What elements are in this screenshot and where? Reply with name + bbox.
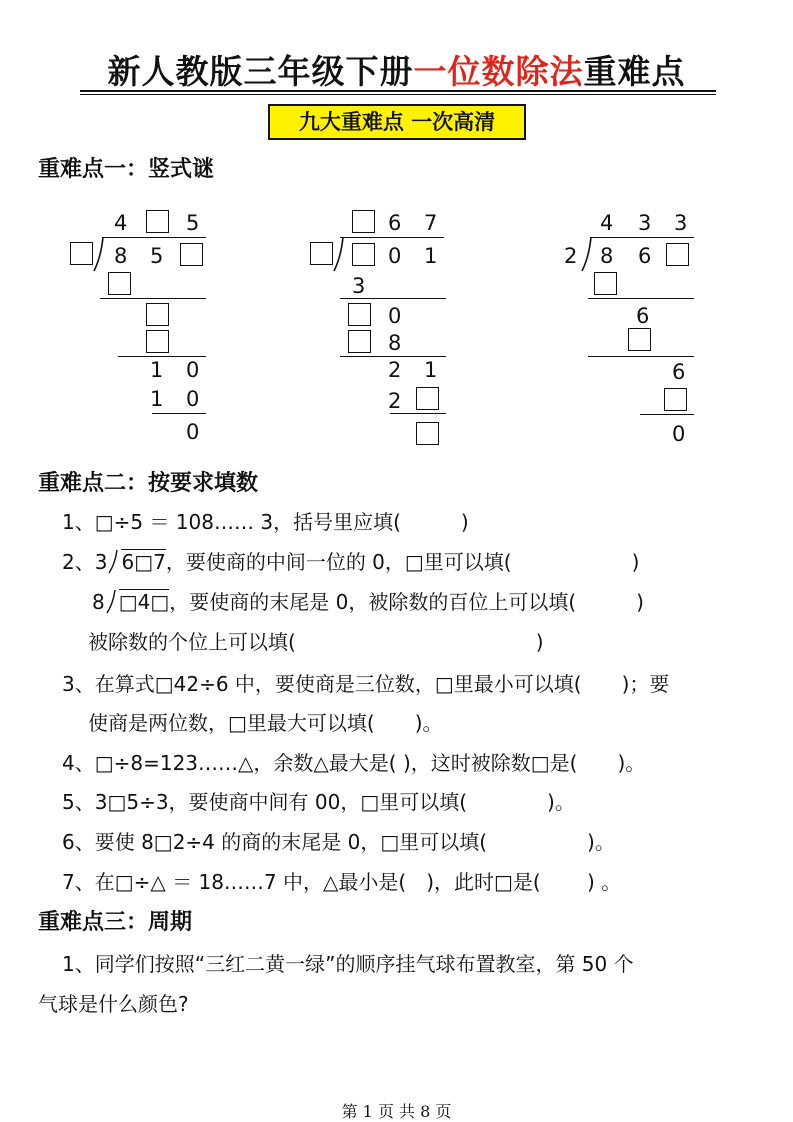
blank-box[interactable] bbox=[416, 422, 439, 445]
section-heading-1: 重难点一：竖式谜 bbox=[38, 156, 215, 182]
title-part3: 重难点 bbox=[583, 52, 686, 91]
question-7: 7、在□÷△ ＝ 18……7 中，△最小是( )，此时□是( ) 。 bbox=[62, 870, 622, 894]
cycle-question-1b: 气球是什么颜色? bbox=[38, 992, 189, 1016]
question-4: 4、□÷8=123……△，余数△最大是( )，这时被除数□是( )。 bbox=[62, 751, 646, 775]
step-line bbox=[152, 413, 206, 414]
long-division-b bbox=[92, 588, 169, 616]
step-digit: 1 bbox=[150, 358, 164, 382]
divisor-text: 8 bbox=[92, 590, 105, 614]
question-2b bbox=[92, 588, 644, 616]
division-bar bbox=[340, 237, 444, 238]
division-bar bbox=[590, 237, 694, 238]
blank-box[interactable] bbox=[666, 243, 689, 266]
quotient-digit: 6 bbox=[388, 211, 402, 235]
division-bracket bbox=[332, 235, 348, 275]
title-underline bbox=[80, 90, 716, 92]
blank-box[interactable] bbox=[628, 328, 651, 351]
step-digit: 6 bbox=[636, 304, 650, 328]
step-line bbox=[588, 298, 694, 299]
step-digit: 0 bbox=[388, 304, 402, 328]
blank-box[interactable] bbox=[594, 272, 617, 295]
quotient-digit: 5 bbox=[186, 211, 200, 235]
blank-box[interactable] bbox=[108, 272, 131, 295]
title-highlight: 一位数除法 bbox=[413, 52, 584, 91]
question-6: 6、要使 8□2÷4 的商的末尾是 0，□里可以填( )。 bbox=[62, 830, 615, 854]
section-heading-3: 重难点三：周期 bbox=[38, 909, 193, 935]
title-underline-thin bbox=[80, 94, 716, 95]
page-title bbox=[0, 46, 793, 93]
blank-box[interactable] bbox=[146, 330, 169, 353]
question-2c: 被除数的个位上可以填( ) bbox=[88, 630, 544, 654]
quotient-digit: 3 bbox=[674, 211, 688, 235]
division-bracket bbox=[92, 235, 108, 275]
division-bracket bbox=[580, 235, 596, 275]
step-digit: 2 bbox=[388, 358, 402, 382]
step-digit: 0 bbox=[186, 387, 200, 411]
question-text: ，要使商的末尾是 0，被除数的百位上可以填( ) bbox=[169, 590, 644, 614]
quotient-digit: 3 bbox=[638, 211, 652, 235]
dividend-digit: 1 bbox=[424, 244, 438, 268]
blank-box[interactable] bbox=[348, 330, 371, 353]
blank-box[interactable] bbox=[180, 243, 203, 266]
question-2 bbox=[62, 548, 639, 576]
step-line bbox=[100, 298, 206, 299]
dividend-text: □4□ bbox=[118, 590, 170, 614]
dividend-text: 6□7 bbox=[121, 550, 166, 574]
blank-box[interactable] bbox=[352, 210, 375, 233]
question-1: 1、□÷5 ＝ 108…… 3，括号里应填( ) bbox=[62, 510, 469, 534]
question-3: 3、在算式□42÷6 中，要使商是三位数，□里最小可以填( )；要 bbox=[62, 672, 670, 696]
division-bar bbox=[102, 237, 206, 238]
dividend-digit: 5 bbox=[150, 244, 164, 268]
quotient-digit: 4 bbox=[114, 211, 128, 235]
blank-box[interactable] bbox=[664, 388, 687, 411]
step-digit: 1 bbox=[424, 358, 438, 382]
divisor-box[interactable] bbox=[310, 242, 333, 265]
divisor-box[interactable] bbox=[70, 242, 93, 265]
blank-box[interactable] bbox=[146, 303, 169, 326]
step-digit: 1 bbox=[150, 387, 164, 411]
dividend-digit: 8 bbox=[114, 244, 128, 268]
blank-box[interactable] bbox=[146, 210, 169, 233]
blank-box[interactable] bbox=[348, 303, 371, 326]
page-footer: 第 1 页 共 8 页 bbox=[341, 1102, 452, 1121]
step-digit: 0 bbox=[186, 358, 200, 382]
divisor-text: 3 bbox=[94, 550, 108, 574]
quotient-digit: 4 bbox=[600, 211, 614, 235]
dividend-digit: 0 bbox=[388, 244, 402, 268]
question-3b: 使商是两位数，□里最大可以填( )。 bbox=[88, 711, 443, 735]
remainder-digit: 0 bbox=[672, 422, 686, 446]
step-digit: 6 bbox=[672, 360, 686, 384]
long-division-a bbox=[95, 548, 166, 576]
question-text: ，要使商的中间一位的 0，□里可以填( ) bbox=[165, 550, 640, 574]
step-digit: 3 bbox=[352, 274, 366, 298]
dividend-digit: 6 bbox=[638, 244, 652, 268]
question-number: 2、 bbox=[62, 550, 95, 574]
question-5: 5、3□5÷3，要使商中间有 00，□里可以填( )。 bbox=[62, 790, 575, 814]
step-line bbox=[640, 414, 694, 415]
step-line bbox=[340, 356, 446, 357]
cycle-question-1: 1、同学们按照“三红二黄一绿”的顺序挂气球布置教室，第 50 个 bbox=[62, 952, 634, 976]
step-digit: 2 bbox=[388, 389, 402, 413]
division-bracket bbox=[107, 549, 121, 575]
divisor-digit: 2 bbox=[564, 244, 578, 268]
step-line bbox=[118, 356, 206, 357]
section-heading-2: 重难点二：按要求填数 bbox=[38, 470, 259, 496]
division-bracket bbox=[105, 589, 119, 615]
step-line bbox=[340, 298, 446, 299]
blank-box[interactable] bbox=[416, 387, 439, 410]
subtitle-banner: 九大重难点 一次高清 bbox=[268, 104, 526, 140]
quotient-digit: 7 bbox=[424, 211, 438, 235]
title-part1: 新人教版三年级下册 bbox=[107, 52, 414, 91]
step-line bbox=[390, 413, 446, 414]
dividend-digit: 8 bbox=[600, 244, 614, 268]
step-digit: 8 bbox=[388, 331, 402, 355]
step-line bbox=[588, 356, 694, 357]
blank-box[interactable] bbox=[352, 243, 375, 266]
remainder-digit: 0 bbox=[186, 420, 200, 444]
